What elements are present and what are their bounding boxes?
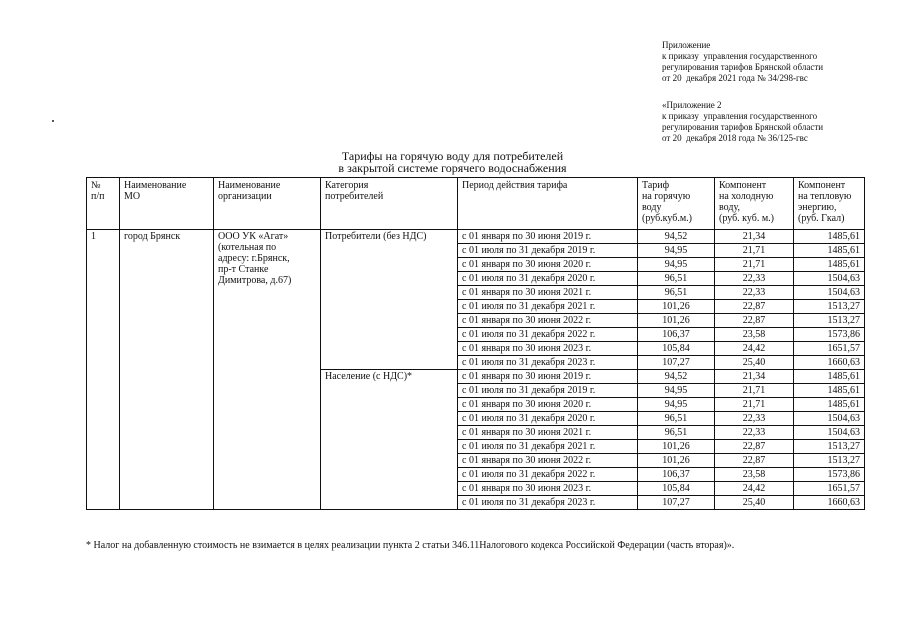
cold-component-cell: 23,58 — [715, 468, 794, 482]
heat-component-cell: 1573,86 — [794, 468, 865, 482]
hot-tariff-cell: 94,52 — [638, 370, 715, 384]
period-cell: с 01 января по 30 июня 2019 г. — [458, 230, 638, 244]
period-cell: с 01 января по 30 июня 2021 г. — [458, 286, 638, 300]
col-header-heat-component: Компонент на тепловую энергию, (руб. Гкал) — [794, 178, 865, 230]
cold-component-cell: 23,58 — [715, 328, 794, 342]
period-cell: с 01 июля по 31 декабря 2023 г. — [458, 496, 638, 510]
col-header-cold-component: Компонент на холодную воду, (руб. куб. м.) — [715, 178, 794, 230]
hot-tariff-cell: 96,51 — [638, 286, 715, 300]
hot-tariff-cell: 106,37 — [638, 328, 715, 342]
heat-component-cell: 1485,61 — [794, 398, 865, 412]
period-cell: с 01 июля по 31 декабря 2019 г. — [458, 244, 638, 258]
period-cell: с 01 января по 30 июня 2019 г. — [458, 370, 638, 384]
col-header-hot-tariff: Тариф на горячую воду (руб.куб.м.) — [638, 178, 715, 230]
cold-component-cell: 22,33 — [715, 286, 794, 300]
cold-component-cell: 22,33 — [715, 412, 794, 426]
cold-component-cell: 25,40 — [715, 356, 794, 370]
cold-component-cell: 22,87 — [715, 314, 794, 328]
cold-component-cell: 24,42 — [715, 342, 794, 356]
hot-tariff-cell: 94,95 — [638, 244, 715, 258]
heat-component-cell: 1660,63 — [794, 496, 865, 510]
hot-tariff-cell: 94,52 — [638, 230, 715, 244]
hot-tariff-cell: 101,26 — [638, 314, 715, 328]
heat-component-cell: 1513,27 — [794, 300, 865, 314]
heat-component-cell: 1513,27 — [794, 314, 865, 328]
cold-component-cell: 21,34 — [715, 230, 794, 244]
period-cell: с 01 июля по 31 декабря 2020 г. — [458, 412, 638, 426]
category-cell: Потребители (без НДС) — [321, 230, 458, 370]
heat-component-cell: 1651,57 — [794, 482, 865, 496]
heat-component-cell: 1660,63 — [794, 356, 865, 370]
period-cell: с 01 июля по 31 декабря 2020 г. — [458, 272, 638, 286]
period-cell: с 01 января по 30 июня 2022 г. — [458, 454, 638, 468]
footnote: * Налог на добавленную стоимость не взимается в целях реализации пункта 2 статьи 346.11Налогового кодекса Российской Федерации (часть вторая)». — [86, 540, 735, 551]
cold-component-cell: 24,42 — [715, 482, 794, 496]
title-line-1: Тарифы на горячую воду для потребителей — [341, 149, 564, 163]
cold-component-cell: 21,71 — [715, 244, 794, 258]
table-body — [87, 230, 865, 510]
title-line-2: в закрытой системе горячего водоснабжения — [338, 161, 567, 175]
hot-tariff-cell: 101,26 — [638, 454, 715, 468]
col-header-number: № п/п — [87, 178, 120, 230]
hot-tariff-cell: 94,95 — [638, 258, 715, 272]
heat-component-cell: 1513,27 — [794, 440, 865, 454]
hot-tariff-cell: 96,51 — [638, 412, 715, 426]
hot-tariff-cell: 101,26 — [638, 300, 715, 314]
heat-component-cell: 1651,57 — [794, 342, 865, 356]
cold-component-cell: 22,87 — [715, 300, 794, 314]
heat-component-cell: 1504,63 — [794, 286, 865, 300]
col-header-mo: Наименование МО — [120, 178, 214, 230]
cold-component-cell: 21,71 — [715, 384, 794, 398]
heat-component-cell: 1504,63 — [794, 426, 865, 440]
hot-tariff-cell: 101,26 — [638, 440, 715, 454]
hot-tariff-cell: 105,84 — [638, 342, 715, 356]
col-header-period: Период действия тарифа — [458, 178, 638, 230]
appendix-header: Приложение к приказу управления государственного регулирования тарифов Брянской области от 20 декабря 2021 года № 34/298-гвс — [662, 40, 824, 83]
document-title — [0, 150, 905, 174]
scan-speck — [52, 120, 54, 122]
heat-component-cell: 1573,86 — [794, 328, 865, 342]
period-cell: с 01 июля по 31 декабря 2022 г. — [458, 468, 638, 482]
period-cell: с 01 января по 30 июня 2022 г. — [458, 314, 638, 328]
hot-tariff-cell: 94,95 — [638, 384, 715, 398]
period-cell: с 01 января по 30 июня 2020 г. — [458, 398, 638, 412]
appendix-2-header: «Приложение 2 к приказу управления государственного регулирования тарифов Брянской области от 20 декабря 2018 года № 36/125-гвс — [662, 100, 824, 143]
table-header-row — [87, 178, 865, 230]
heat-component-cell: 1513,27 — [794, 454, 865, 468]
hot-tariff-cell: 106,37 — [638, 468, 715, 482]
period-cell: с 01 июля по 31 декабря 2023 г. — [458, 356, 638, 370]
heat-component-cell: 1485,61 — [794, 230, 865, 244]
heat-component-cell: 1504,63 — [794, 412, 865, 426]
table-row — [87, 230, 865, 244]
category-cell: Население (с НДС)* — [321, 370, 458, 510]
period-cell: с 01 июля по 31 декабря 2019 г. — [458, 384, 638, 398]
hot-tariff-cell: 96,51 — [638, 272, 715, 286]
hot-tariff-cell: 94,95 — [638, 398, 715, 412]
heat-component-cell: 1485,61 — [794, 370, 865, 384]
period-cell: с 01 июля по 31 декабря 2022 г. — [458, 328, 638, 342]
period-cell: с 01 июля по 31 декабря 2021 г. — [458, 300, 638, 314]
col-header-category: Категория потребителей — [321, 178, 458, 230]
period-cell: с 01 января по 30 июня 2023 г. — [458, 342, 638, 356]
row-number-cell: 1 — [87, 230, 120, 510]
period-cell: с 01 января по 30 июня 2021 г. — [458, 426, 638, 440]
tariff-table — [86, 177, 865, 510]
col-header-organization: Наименование организации — [214, 178, 321, 230]
period-cell: с 01 июля по 31 декабря 2021 г. — [458, 440, 638, 454]
heat-component-cell: 1485,61 — [794, 244, 865, 258]
cold-component-cell: 21,71 — [715, 398, 794, 412]
cold-component-cell: 22,87 — [715, 454, 794, 468]
cold-component-cell: 21,71 — [715, 258, 794, 272]
cold-component-cell: 25,40 — [715, 496, 794, 510]
hot-tariff-cell: 107,27 — [638, 356, 715, 370]
hot-tariff-cell: 96,51 — [638, 426, 715, 440]
heat-component-cell: 1485,61 — [794, 384, 865, 398]
heat-component-cell: 1485,61 — [794, 258, 865, 272]
organization-cell: ООО УК «Агат» (котельная по адресу: г.Брянск, пр-т Станке Димитрова, д.67) — [214, 230, 321, 510]
cold-component-cell: 22,33 — [715, 272, 794, 286]
heat-component-cell: 1504,63 — [794, 272, 865, 286]
mo-cell: город Брянск — [120, 230, 214, 510]
period-cell: с 01 января по 30 июня 2023 г. — [458, 482, 638, 496]
cold-component-cell: 22,87 — [715, 440, 794, 454]
cold-component-cell: 21,34 — [715, 370, 794, 384]
hot-tariff-cell: 105,84 — [638, 482, 715, 496]
period-cell: с 01 января по 30 июня 2020 г. — [458, 258, 638, 272]
hot-tariff-cell: 107,27 — [638, 496, 715, 510]
cold-component-cell: 22,33 — [715, 426, 794, 440]
